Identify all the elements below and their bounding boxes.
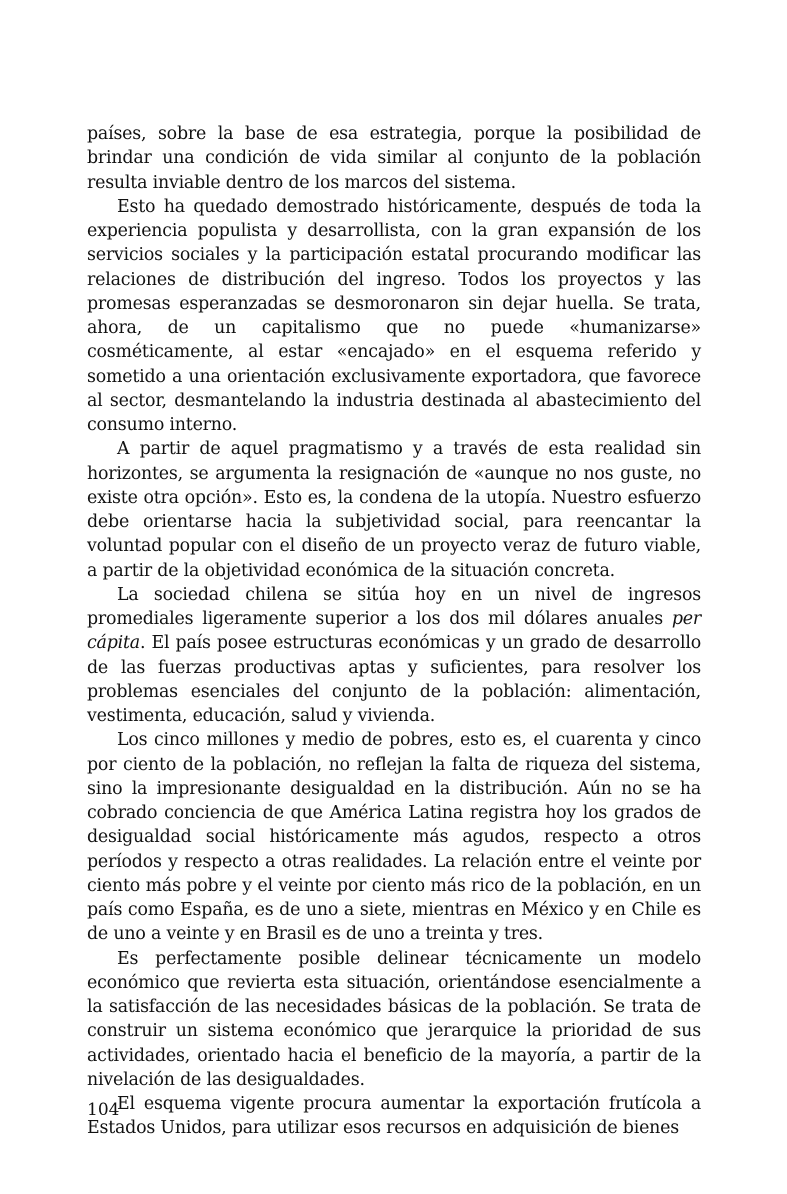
paragraph-7: El esquema vigente procura aumentar la exportación frutícola a Estados Unidos, para utilizar esos recursos en adquisición de bienes — [87, 1094, 701, 1139]
paragraph-3: A partir de aquel pragmatismo y a través de esta realidad sin horizontes, se argumenta la resignación de «aunque no nos guste, no existe otra opción». Esto es, la condena de la utopía. Nuestro esfuerzo debe orientarse hacia la subjetividad social, para reencantar la voluntad popular con el diseño de un proyecto veraz de futuro viable, a partir de la objetividad económica de la situación concreta. — [87, 439, 701, 581]
paragraph-4-italic: per cápita — [87, 609, 701, 654]
paragraph-1: países, sobre la base de esa estrategia, porque la posibilidad de brindar una condición de vida similar al conjunto de la población resulta inviable dentro de los marcos del sistema. — [87, 124, 701, 193]
paragraph-6: Es perfectamente posible delinear técnicamente un modelo económico que revierta esta situación, orientándose esencialmente a la satisfacción de las necesidades básicas de la población. Se trata de construir un sistema económico que jerarquice la prioridad de sus actividades, orientado hacia el beneficio de la mayoría, a partir de la nivelación de las desigualdades. — [87, 948, 701, 1090]
page-number: 104 — [87, 1100, 120, 1120]
paragraph-5: Los cinco millones y medio de pobres, esto es, el cuarenta y cinco por ciento de la población, no reflejan la falta de riqueza del sistema, sino la impresionante desigualdad en la distribución. Aún no se ha cobrado conciencia de que América Latina registra hoy los grados de desigualdad social históricamente más agudos, respecto a otros períodos y respecto a otras realidades. La relación entre el veinte por ciento más pobre y el veinte por ciento más rico de la población, en un país como España, es de uno a siete, mientras en México y en Chile es de uno a veinte y en Brasil es de uno a treinta y tres. — [87, 730, 701, 945]
paragraph-4 — [87, 583, 701, 729]
paragraph-4-end: . El país posee estructuras económicas y un grado de desarrollo de las fuerzas productivas aptas y suficientes, para resolver los problemas esenciales del conjunto de la población: alimentación, vestimenta, educación, salud y vivienda. — [87, 633, 701, 726]
page-body — [87, 122, 701, 1141]
paragraph-2: Esto ha quedado demostrado históricamente, después de toda la experiencia populista y desarrollista, con la gran expansión de los servicios sociales y la participación estatal procurando modificar las relaciones de distribución del ingreso. Todos los proyectos y las promesas esperanzadas se desmoronaron sin dejar huella. Se trata, ahora, de un capitalismo que no puede «humanizarse» cosméticamente, al estar «encajado» en el esquema referido y sometido a una orientación exclusivamente exportadora, que favorece al sector, desmantelando la industria destinada al abastecimiento del consumo interno. — [87, 196, 701, 435]
paragraph-4-start: La sociedad chilena se sitúa hoy en un nivel de ingresos promediales ligeramente superior a los dos mil dólares anuales — [87, 584, 701, 629]
